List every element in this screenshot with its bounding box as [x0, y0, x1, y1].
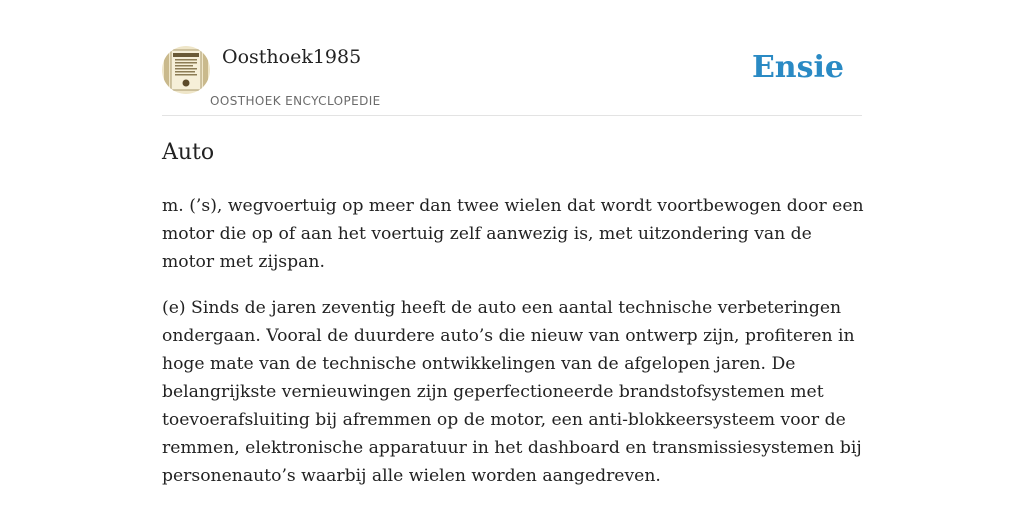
encyclopedia-cover-icon — [162, 46, 210, 94]
entry-header — [162, 44, 862, 116]
entry-paragraph: (e) Sinds de jaren zeventig heeft de auto een aantal technische verbeteringen ondergaan. Vooral de duurdere auto’s die nieuw van ontwerp zijn, profiteren in hoge mate van de technische ontwikkelingen van de afgelopen jaren. De belangrijkste vernieuwingen zijn geperfectioneerde brandstofsystemen met toevoerafsluiting bij afremmen op de motor, een anti-blokkeersysteem voor de remmen, elektronische apparatuur in het dashboard en transmissiesystemen bij personenauto’s waarbij alle wielen worden aangedreven. — [162, 298, 862, 486]
brand-logo[interactable]: Ensie — [751, 50, 844, 85]
entry-paragraph: m. (’s), wegvoertuig op meer dan twee wielen dat wordt voortbewogen door een motor die op of aan het voertuig zelf aanwezig is, met uitzondering van de motor met zijspan. — [162, 196, 864, 272]
author-name[interactable]: Oosthoek1985 — [222, 46, 362, 68]
source-label[interactable]: OOSTHOEK ENCYCLOPEDIE — [210, 94, 381, 108]
author-avatar[interactable] — [162, 46, 210, 94]
entry-title: Auto — [162, 140, 215, 165]
entry-body — [162, 192, 868, 508]
